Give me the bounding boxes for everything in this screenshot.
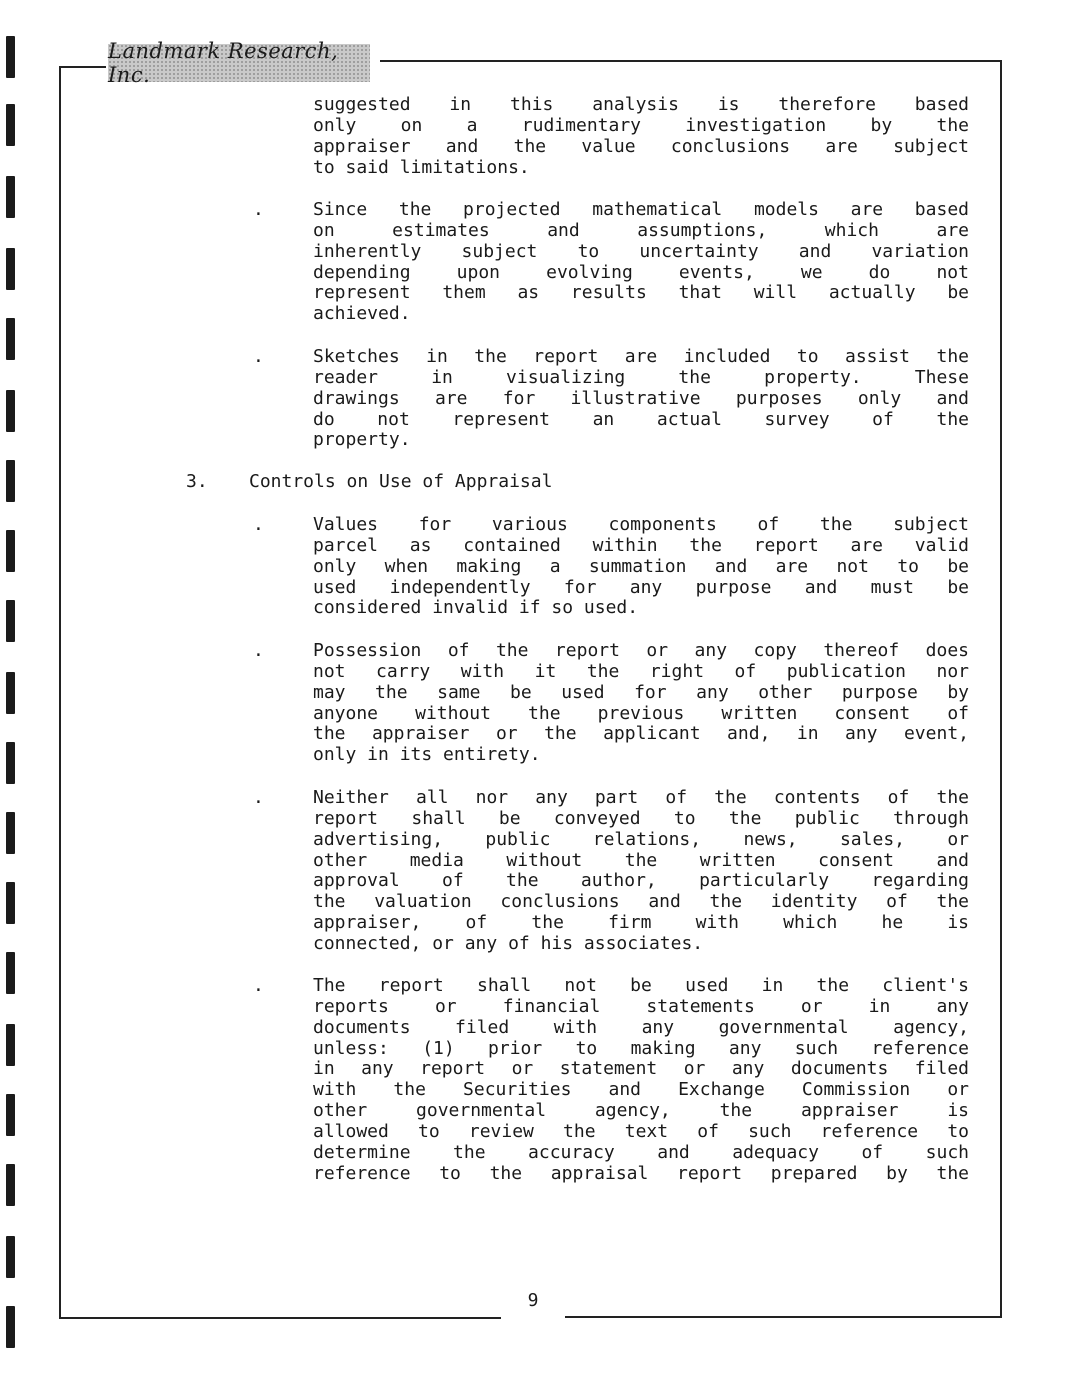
text-line: only in its entirety.: [313, 744, 541, 766]
binding-hole: [6, 530, 15, 572]
text-line: only on a rudimentary investigation by the: [313, 114, 969, 136]
bullet-paragraph: [313, 200, 969, 325]
binding-hole: [6, 390, 15, 432]
binding-hole: [6, 176, 15, 218]
text-line: represent them as results that will actually be: [313, 282, 969, 304]
text-line: not carry with it the right of publication nor: [313, 660, 969, 682]
intro-paragraph: [313, 95, 969, 178]
text-line: Neither all nor any part of the contents of the: [313, 787, 969, 808]
text-line: other media without the written consent and: [313, 849, 969, 871]
text-line: with the Securities and Exchange Commission or: [313, 1079, 969, 1101]
text-line: documents filed with any governmental agency,: [313, 1016, 969, 1038]
bullet-marker: .: [253, 346, 264, 367]
text-line: reference to the appraisal report prepared by the: [313, 1162, 969, 1184]
text-line: depending upon evolving events, we do not: [313, 261, 969, 283]
bullet-marker: .: [253, 514, 264, 535]
binding-hole: [6, 1164, 15, 1206]
text-line: advertising, public relations, news, sales, or: [313, 828, 969, 850]
binding-hole: [6, 600, 15, 642]
binding-hole: [6, 104, 15, 146]
page-frame-bottom-left: [59, 1317, 501, 1319]
text-line: property.: [313, 429, 411, 451]
page-frame-top-left: [60, 66, 106, 68]
text-line: determine the accuracy and adequacy of such: [313, 1141, 969, 1163]
text-line: parcel as contained within the report are valid: [313, 534, 969, 556]
text-line: allowed to review the text of such reference to: [313, 1120, 969, 1142]
bullet-marker: .: [253, 787, 264, 808]
binding-hole: [6, 1236, 15, 1278]
binding-hole: [6, 1306, 15, 1348]
text-line: on estimates and assumptions, which are: [313, 219, 969, 241]
text-line: used independently for any purpose and must be: [313, 576, 969, 598]
text-line: only when making a summation and are not to be: [313, 555, 969, 577]
bullet-marker: .: [253, 640, 264, 661]
text-line: anyone without the previous written consent of: [313, 702, 969, 724]
binding-hole: [6, 882, 15, 924]
company-logo: [108, 39, 370, 87]
bullet-paragraph: [313, 347, 969, 451]
text-line: connected, or any of his associates.: [313, 932, 704, 954]
text-line: Possession of the report or any copy thereof does: [313, 640, 969, 661]
page-frame-left: [59, 66, 61, 1318]
section-number: 3.: [186, 471, 208, 492]
logo-text: Landmark Research, Inc.: [108, 39, 339, 87]
text-line: Values for various components of the subject: [313, 514, 969, 535]
bullet-paragraph: [313, 976, 969, 1184]
text-line: The report shall not be used in the client's: [313, 975, 969, 996]
text-line: unless: (1) prior to making any such reference: [313, 1037, 969, 1059]
text-line: Sketches in the report are included to assist the: [313, 346, 969, 367]
text-line: appraiser and the value conclusions are subject: [313, 135, 969, 157]
text-line: in any report or statement or any documents filed: [313, 1058, 969, 1080]
page-frame-bottom-right: [565, 1316, 1002, 1318]
text-line: Since the projected mathematical models are based: [313, 199, 969, 220]
text-line: considered invalid if so used.: [313, 597, 639, 619]
binding-hole: [6, 36, 15, 78]
text-line: appraiser, of the firm with which he is: [313, 912, 969, 934]
binding-hole: [6, 952, 15, 994]
text-line: to said limitations.: [313, 156, 530, 178]
page-number: 9: [527, 1290, 539, 1311]
page-frame-top-right: [380, 60, 1001, 62]
binding-hole: [6, 812, 15, 854]
bullet-paragraph: [313, 641, 969, 766]
bullet-paragraph: [313, 515, 969, 619]
text-line: do not represent an actual survey of the: [313, 408, 969, 430]
binding-hole: [6, 1024, 15, 1066]
text-line: inherently subject to uncertainty and variation: [313, 240, 969, 262]
binding-hole: [6, 248, 15, 290]
text-line: the appraiser or the applicant and, in any event,: [313, 723, 969, 745]
bullet-paragraph: [313, 788, 969, 955]
text-line: drawings are for illustrative purposes only and: [313, 387, 969, 409]
binding-holes: [6, 0, 20, 1380]
text-line: achieved.: [313, 303, 411, 325]
bullet-marker: .: [253, 199, 264, 220]
text-line: other governmental agency, the appraiser is: [313, 1100, 969, 1122]
section-title: Controls on Use of Appraisal: [249, 471, 553, 492]
binding-hole: [6, 742, 15, 784]
binding-hole: [6, 318, 15, 360]
text-line: suggested in this analysis is therefore based: [313, 94, 969, 115]
text-line: the valuation conclusions and the identity of the: [313, 891, 969, 913]
text-line: reader in visualizing the property. These: [313, 366, 969, 388]
text-line: may the same be used for any other purpose by: [313, 681, 969, 703]
page-frame-right: [1000, 60, 1002, 1318]
binding-hole: [6, 460, 15, 502]
text-line: reports or financial statements or in any: [313, 995, 969, 1017]
bullet-marker: .: [253, 975, 264, 996]
binding-hole: [6, 672, 15, 714]
text-line: approval of the author, particularly regarding: [313, 870, 969, 892]
text-line: report shall be conveyed to the public through: [313, 807, 969, 829]
binding-hole: [6, 1094, 15, 1136]
